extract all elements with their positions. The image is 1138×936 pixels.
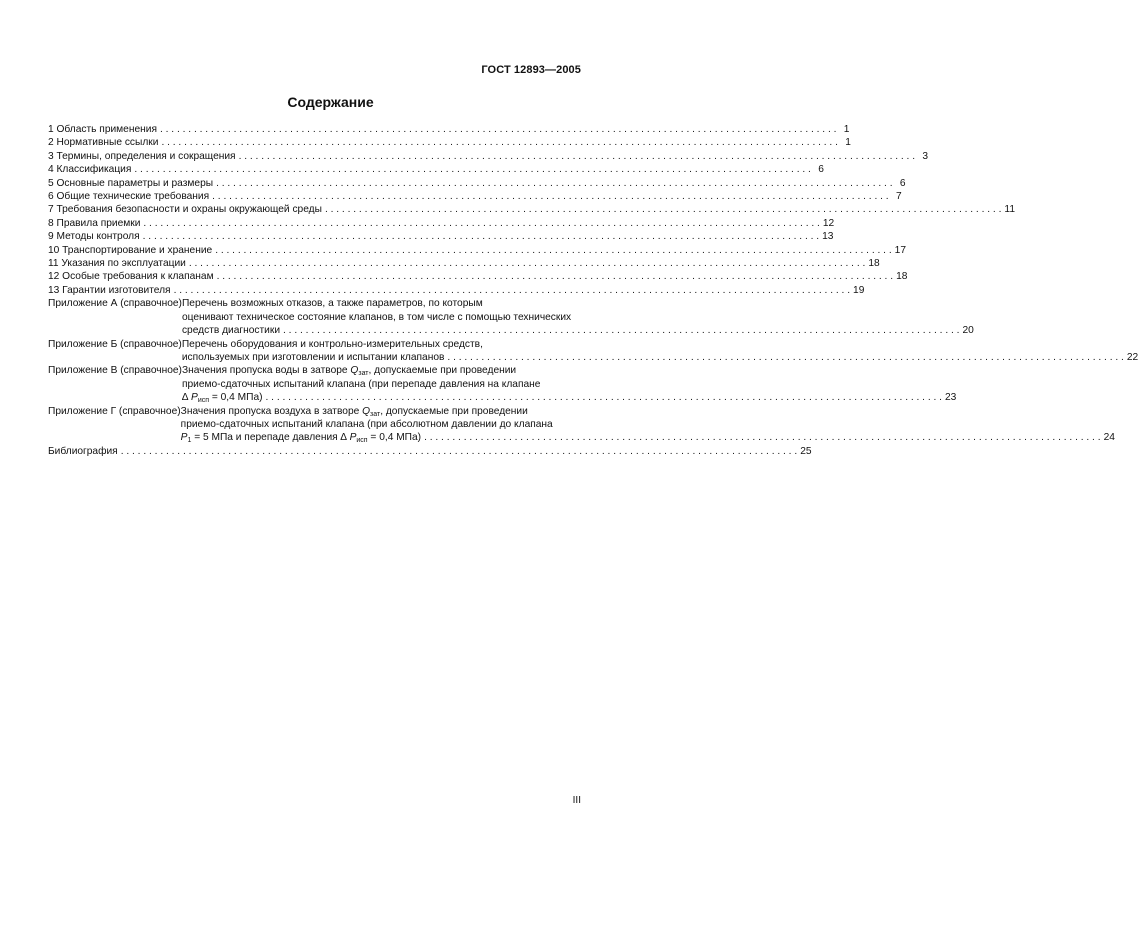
bibliography-page: 25 (800, 445, 812, 457)
toc-entry-page: 1 (845, 137, 851, 149)
appendix-a-lead: Приложение А (справочное) (48, 298, 182, 310)
leader-dots (212, 190, 888, 203)
toc-entry-label: 8 Правила приемки (48, 217, 141, 229)
appendix-b-page: 22 (1126, 351, 1138, 363)
appendix-v-line-1 (182, 364, 956, 377)
leader-dots (121, 445, 797, 458)
leader-dots (447, 351, 1123, 364)
appendix-g-line-1a: Значения пропуска воздуха в затворе (180, 405, 363, 417)
toc-appendix-a[interactable] (48, 297, 974, 337)
toc-entry-page: 6 (818, 164, 824, 176)
appendix-v-line-3 (182, 391, 263, 404)
toc-entry-page: 18 (896, 271, 908, 283)
toc-entry-label: 12 Особые требования к клапанам (48, 271, 214, 283)
toc-entry-label: 6 Общие технические требования (48, 191, 210, 203)
toc-entry-page: 11 (1004, 204, 1015, 216)
appendix-b-line-2: используемых при изготовлении и испытании клапанов (181, 351, 445, 363)
symbol-p-sub: исп (197, 397, 210, 405)
appendix-g-line-3b: = 0,4 МПа) (367, 432, 422, 444)
toc-entry-label: 2 Нормативные ссылки (48, 137, 159, 149)
table-of-contents (48, 123, 1138, 458)
delta-symbol: ∆ (340, 432, 347, 444)
delta-symbol: ∆ (181, 392, 189, 404)
appendix-v-lead: Приложение В (справочное) (48, 365, 182, 377)
symbol-q-sub: зат (358, 370, 369, 378)
appendix-g-line-2: приемо-сдаточных испытаний клапана (при абсолютном давлении до клапана (180, 418, 553, 430)
toc-entry-label: 7 Требования безопасности и охраны окружающей среды (48, 204, 322, 216)
symbol-p1: P (180, 432, 188, 444)
leader-dots (134, 163, 810, 176)
leader-dots (160, 123, 836, 136)
toc-entry[interactable] (48, 123, 850, 136)
symbol-q: Q (350, 365, 359, 377)
symbol-p-sub: исп (356, 437, 368, 445)
symbol-p1-sub: 1 (187, 437, 192, 445)
toc-entry[interactable] (48, 284, 865, 297)
toc-entry[interactable] (48, 150, 929, 163)
symbol-q: Q (362, 405, 371, 417)
toc-entry[interactable] (48, 270, 908, 283)
leader-dots (143, 217, 819, 230)
appendix-g-line-1b: , допускаемые при проведении (380, 405, 528, 417)
toc-entry-label: 4 Классификация (48, 164, 132, 176)
toc-entry[interactable] (48, 136, 851, 149)
toc-entry-page: 17 (894, 244, 907, 256)
appendix-g-page: 24 (1103, 432, 1115, 444)
toc-entry-label: 1 Область применения (48, 124, 157, 135)
toc-entry-page: 18 (868, 258, 880, 270)
leader-dots (283, 324, 959, 337)
toc-appendix-v[interactable] (48, 364, 957, 405)
leader-dots (325, 203, 1001, 216)
toc-entry-page: 1 (843, 124, 850, 135)
leader-dots (266, 391, 942, 404)
toc-entry-page: 19 (853, 284, 865, 296)
appendix-v-page: 23 (945, 392, 957, 404)
toc-appendix-b[interactable] (48, 338, 1138, 365)
toc-entry[interactable] (48, 244, 907, 257)
appendix-g-line-1 (181, 405, 1115, 418)
toc-entry-page: 13 (822, 231, 834, 243)
symbol-p: P (191, 392, 198, 404)
bibliography-label: Библиография (48, 445, 118, 457)
toc-entry[interactable] (48, 217, 835, 230)
toc-entry[interactable] (48, 163, 824, 176)
appendix-v-line-2: приемо-сдаточных испытаний клапана (при перепаде давления на клапане (181, 378, 541, 390)
appendix-a-line-3: средств диагностики (181, 325, 281, 337)
toc-entry-label: 9 Методы контроля (48, 231, 140, 243)
leader-dots (215, 244, 891, 257)
toc-entry-label: 11 Указания по эксплуатации (48, 258, 186, 270)
leader-dots (161, 136, 837, 149)
toc-entry[interactable] (48, 190, 902, 203)
toc-entry-label: 3 Термины, определения и сокращения (48, 150, 236, 162)
appendix-a-page: 20 (962, 325, 974, 337)
toc-entry[interactable] (48, 177, 906, 190)
doc-code: ГОСТ 12893—2005 (481, 64, 581, 76)
appendix-b-lead: Приложение Б (справочное) (48, 338, 182, 350)
toc-entry-label: 5 Основные параметры и размеры (48, 177, 214, 189)
appendix-v-line-3b: = 0,4 МПа) (209, 392, 263, 404)
appendix-g-lead: Приложение Г (справочное) (48, 405, 181, 417)
appendix-v-line-1b: , допускаемые при проведении (368, 365, 517, 377)
toc-entry-label: 10 Транспортирование и хранение (48, 244, 213, 256)
appendix-v-line-1a: Значения пропуска воды в затворе (181, 365, 351, 377)
appendix-a-line-1: Перечень возможных отказов, а также параметров, по которым (181, 298, 483, 310)
appendix-g-line-3a: = 5 МПа и перепаде давления (191, 432, 341, 444)
toc-entry-page: 6 (899, 177, 906, 189)
toc-entry[interactable] (48, 203, 1015, 216)
toc-entry-page: 7 (895, 191, 902, 203)
page-number: III (572, 795, 581, 806)
toc-entry[interactable] (48, 257, 880, 270)
leader-dots (189, 257, 865, 270)
toc-entry[interactable] (48, 230, 834, 243)
leader-dots (239, 150, 915, 163)
appendix-a-line-2: оценивают техническое состояние клапанов, в том числе с помощью технических (181, 311, 572, 323)
leader-dots (174, 284, 850, 297)
appendix-g-line-3 (181, 431, 421, 444)
leader-dots (216, 177, 892, 190)
symbol-q-sub: зат (370, 410, 381, 418)
leader-dots (143, 230, 819, 243)
symbol-p: P (349, 432, 357, 444)
leader-dots (217, 270, 893, 283)
toc-entry-page: 3 (922, 150, 929, 162)
page-title: Содержание (287, 94, 374, 110)
toc-entry-label: 13 Гарантии изготовителя (48, 284, 171, 296)
appendix-b-line-1: Перечень оборудования и контрольно-измерительных средств, (181, 338, 483, 350)
leader-dots (424, 431, 1100, 444)
toc-appendix-g[interactable] (48, 405, 1115, 445)
toc-entry-page: 12 (822, 217, 835, 229)
toc-bibliography[interactable] (48, 445, 812, 458)
